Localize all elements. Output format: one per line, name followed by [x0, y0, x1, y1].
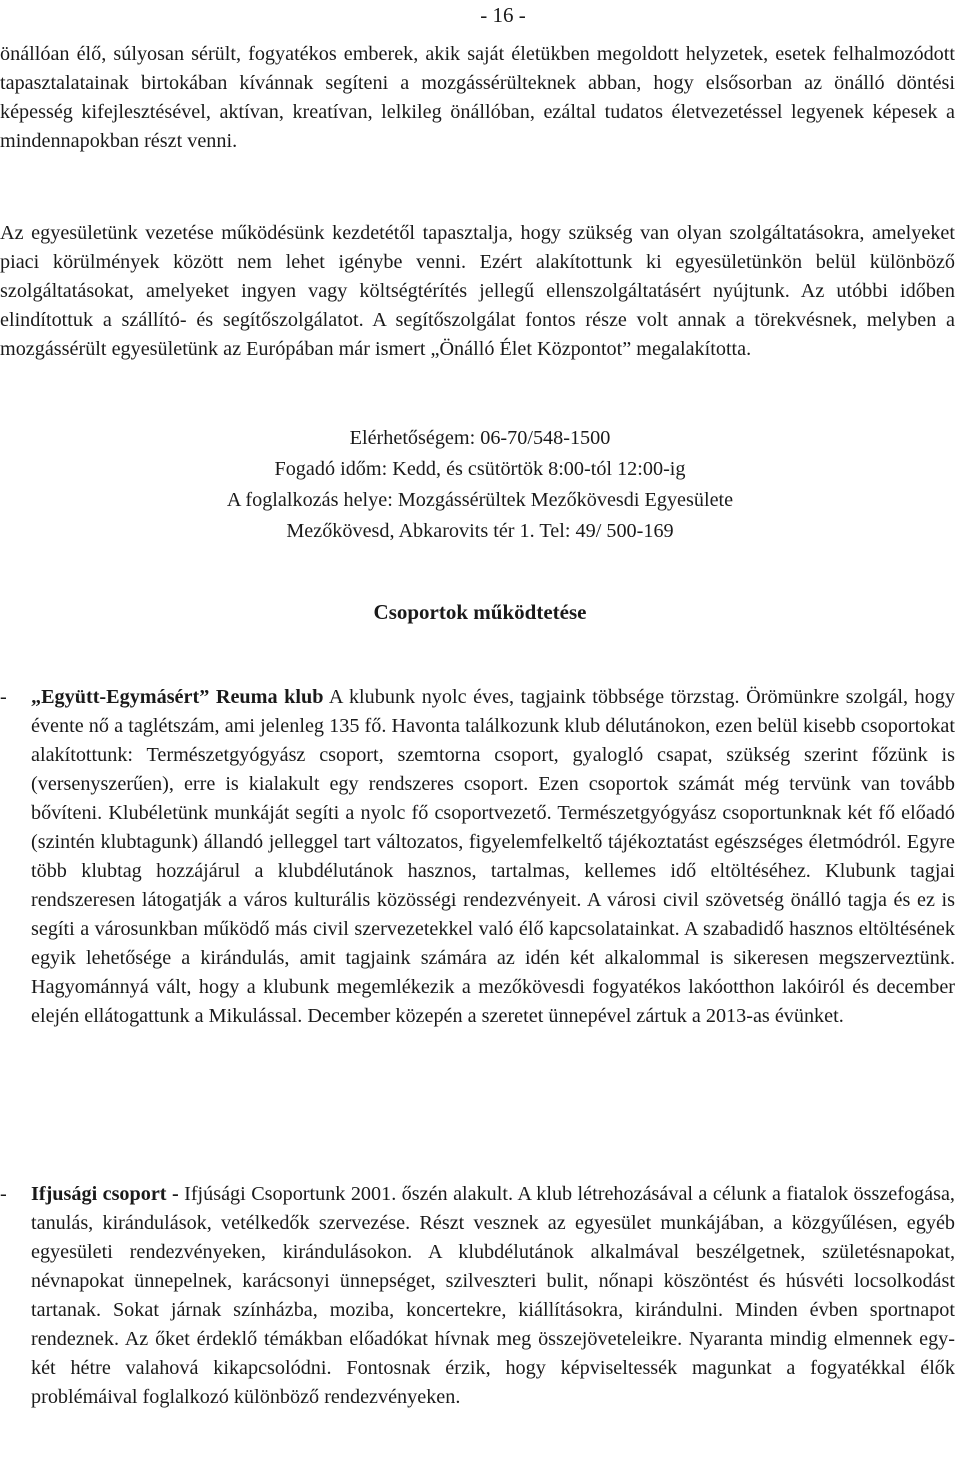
list-item-body: [31, 1180, 955, 1412]
contact-location: A foglalkozás helye: Mozgássérültek Mezőkövesdi Egyesülete: [226, 489, 734, 511]
intro-paragraph: önállóan élő, súlyosan sérült, fogyatékos emberek, akik saját életükben megoldott helyzetek, esetek felhalmozódott tapasztalatainak birtokában kívánnak segíteni a mozgássérülteknek abban, hogy elsősorban az önálló döntési képesség kifejlesztésével, aktívan, kreatívan, lelkileg önállóban, ezáltal tudatos életvezetéssel legyenek képesek a mindennapokban részt venni.: [0, 43, 955, 152]
list-dash: -: [0, 1183, 7, 1205]
page-number: - 16 -: [480, 3, 526, 27]
contact-block: [0, 423, 960, 547]
list-dash: -: [0, 686, 7, 708]
services-paragraph: Az egyesületünk vezetése működésünk kezdetétől tapasztalja, hogy szükség van olyan szolgáltatásokra, amelyeket piaci körülmények között nem lehet igénybe venni. Ezért alakítottunk ki egyesületünkön belül különböző szolgáltatásokat, amelyeket ingyen vagy költségtérítés jellegű ellenszolgáltatásért nyújtunk. Az utóbbi időben elindítottuk a szállító- és segítőszolgálatot. A segítőszolgálat fontos része volt annak a törekvésnek, melyben a mozgássérült egyesületünk az Európában már ismert „Önálló Élet Központot” megalakította.: [0, 222, 955, 360]
list-item-youth-group: [0, 1180, 955, 1412]
list-item-text: A klubunk nyolc éves, tagjaink többsége törzstag. Örömünkre szolgál, hogy évente nő a taglétszám, ami jelenleg 135 fő. Havonta találkozunk klub délutánokon, ezen belül kisebb csoportokat alakítottunk: Természetgyógyász csoport, szemtorna csoport, gyalogló csapat, szükség szerint főzünk is (versenyszerűen), erre is kialakult egy rendszeres csoport. Ezen csoportok számát még tervünk van tovább bővíteni. Klubéletünk munkáját segíti a nyolc fő csoportvezető. Természetgyógyász csoportunknak két fő előadó (szintén klubtagunk) állandó jelleggel tart változatos, figyelemfelkeltő tájékoztatást egészséges életmódról. Egyre több klubtag hozzájárul a klubdélutánok hasznos, tartalmas, kellemes idő eltöltéséhez. Klubunk tagjai rendszeresen látogatják a város kulturális közösségi rendezvényeit. A városi civil szövetség önálló tagja és ez is segíti a városunkban működő más civil szervezetekkel való élő kapcsolatainkat. A szabadidő hasznos eltöltésének egyik lehetősége a kirándulás, amit tagjaink számára az idén két alkalommal is sikeresen megszerveztünk. Hagyománnyá vált, hogy a klubunk megemlékezik a mezőkövesdi fogyatékos lakóotthon lakóiról és december elején ellátogattunk a Mikulással. December közepén a szeretet ünnepével zártuk a 2013-as évünket.: [31, 686, 955, 1027]
list-item-reuma-club: [0, 683, 955, 1031]
list-item-text: Ifjúsági Csoportunk 2001. őszén alakult. A klub létrehozásával a célunk a fiatalok összefogása, tanulás, kirándulások, vetélkedők szervezése. Részt vesznek az egyesület munkájában, a közgyűlésen, egyéb egyesületi rendezvényeken, kirándulásokon. A klubdélutánok alkalmával beszélgetnek, születésnapokat, névnapokat ünnepelnek, karácsonyi ünnepséget, szilveszteri bulit, nőnapi köszöntést és húsvéti locsolkodást tartanak. Sokat járnak színházba, moziba, koncertekre, kiállításokra, kirándulni. Minden évben sportnapot rendeznek. Az őket érdeklő témákban előadókat hívnak meg összejöveteleikre. Nyaranta mindig elmennek egy-két hétre valahová kikapcsolódni. Fontosnak érzik, hogy képviseltessék magunkat a fogyatékkal élők problémáival foglalkozó különböző rendezvényeken.: [31, 1183, 955, 1408]
list-item-title: „Együtt-Egymásért” Reuma klub: [31, 686, 324, 708]
contact-phone: Elérhetőségem: 06-70/548-1500: [349, 427, 611, 449]
section-heading: Csoportok működtetése: [373, 600, 587, 624]
list-item-title: Ifjusági csoport -: [31, 1183, 179, 1205]
contact-office-hours: Fogadó időm: Kedd, és csütörtök 8:00-tól 12:00-ig: [274, 458, 686, 480]
list-item-body: [31, 683, 955, 1031]
contact-address: Mezőkövesd, Abkarovits tér 1. Tel: 49/ 500-169: [286, 520, 674, 542]
